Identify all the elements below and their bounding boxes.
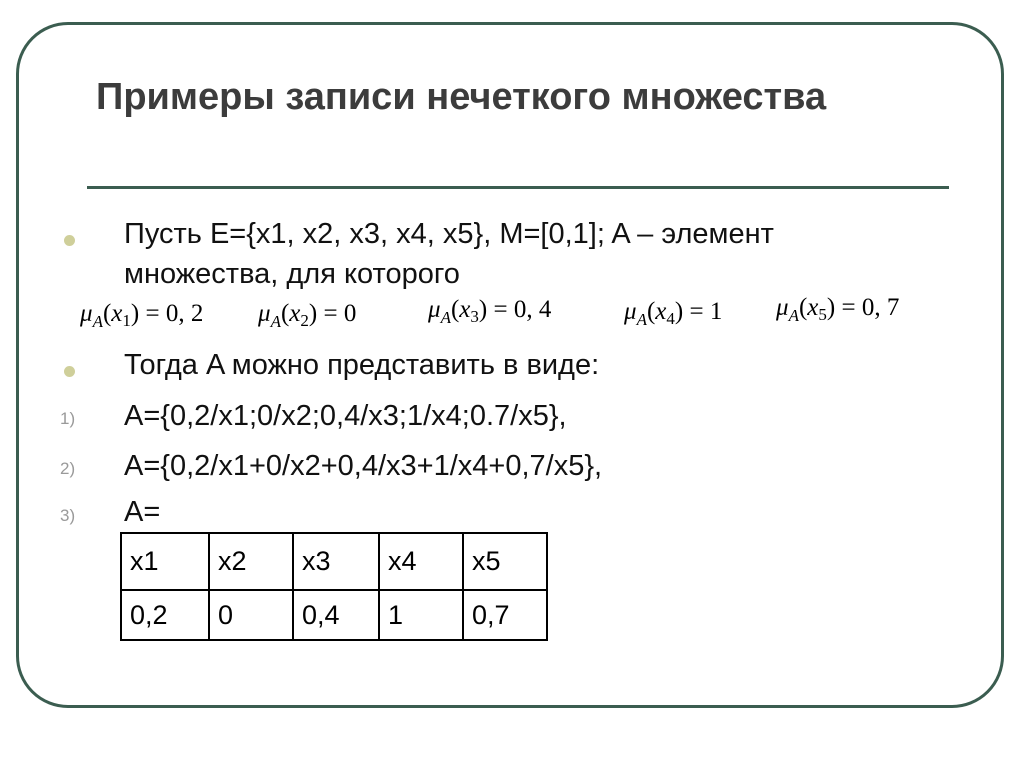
list-item-1: A={0,2/x1;0/x2;0,4/x3;1/x4;0.7/x5}, <box>124 400 567 432</box>
table-cell: x3 <box>293 533 379 590</box>
table-cell: 0,4 <box>293 590 379 640</box>
table-cell: 0,2 <box>121 590 209 640</box>
membership-formula-3: $\mu_A(x_3) = 0$, 4 <box>428 296 552 327</box>
table-cell: x5 <box>463 533 547 590</box>
bullet-marker-2 <box>64 366 75 377</box>
slide-title: Примеры записи нечеткого множества <box>96 76 827 118</box>
membership-formula-4: $\mu_A(x_4) = 1$ <box>624 298 723 329</box>
list-item-2: A={0,2/x1+0/x2+0,4/x3+1/x4+0,7/x5}, <box>124 450 603 482</box>
table-cell: 0 <box>209 590 293 640</box>
list-item-3: A= <box>124 496 161 528</box>
list-number-3: 3) <box>60 506 76 525</box>
bullet-1-line-1: Пусть E={x1, x2, x3, x4, x5}, M=[0,1]; A – элемент <box>124 218 774 250</box>
title-divider <box>87 186 949 189</box>
membership-formula-5: $\mu_A(x_5) = 0$, 7 <box>776 294 900 325</box>
bullet-2-text: Тогда A можно представить в виде: <box>124 349 600 381</box>
table-header-row <box>121 533 547 590</box>
membership-formula-1: $\mu_A(x_1) = 0$, 2 <box>80 300 204 331</box>
table-cell: x4 <box>379 533 463 590</box>
bullet-marker-1 <box>64 235 75 246</box>
bullet-1-line-2: множества, для которого <box>124 258 460 290</box>
table-cell: x1 <box>121 533 209 590</box>
table-cell: x2 <box>209 533 293 590</box>
table-cell: 0,7 <box>463 590 547 640</box>
list-number-1: 1) <box>60 409 76 428</box>
membership-table <box>120 532 548 641</box>
table-value-row <box>121 590 547 640</box>
list-number-2: 2) <box>60 459 76 478</box>
membership-formula-2: $\mu_A(x_2) = 0$ <box>258 300 357 331</box>
table-cell: 1 <box>379 590 463 640</box>
